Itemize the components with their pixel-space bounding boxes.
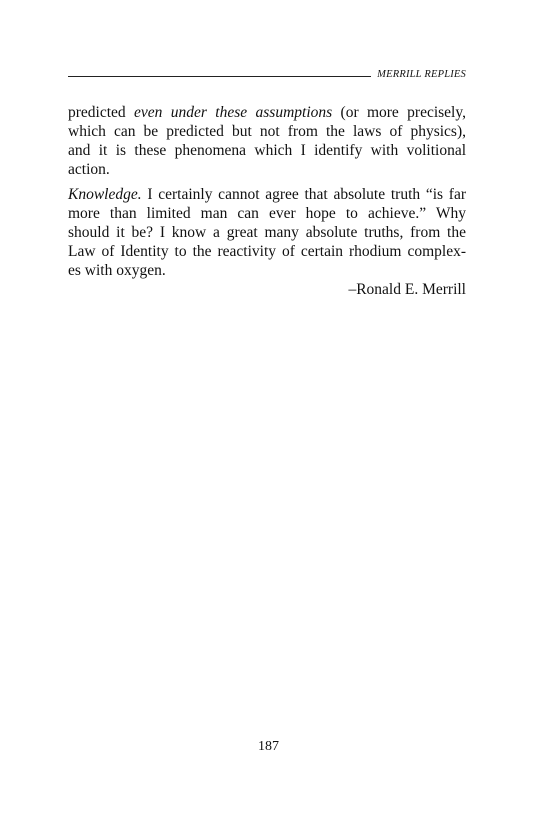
author-signature: –Ronald E. Merrill (348, 281, 466, 298)
section-label: Knowledge. (68, 186, 142, 203)
paragraph-knowledge (68, 185, 466, 299)
text-line: more than limited man can ever hope to achieve.” Why (68, 205, 466, 222)
running-head (68, 64, 466, 80)
text-line: action. (68, 161, 110, 178)
emphasis: even under these assumptions (134, 104, 333, 121)
text-line: and it is these phenomena which I identify with volitional (68, 142, 466, 159)
text-line: should it be? I know a great many absolute truths, from the (68, 224, 466, 241)
text-line: which can be predicted but not from the laws of physics), (68, 123, 466, 140)
text-line: Law of Identity to the reactivity of certain rhodium complex- (68, 243, 466, 260)
page-number: 187 (258, 739, 279, 754)
running-head-title: MERRILL REPLIES (377, 68, 466, 80)
text-line: predicted even under these assumptions (or more precisely, (68, 104, 466, 121)
header-rule (68, 76, 371, 77)
body-text (68, 103, 466, 299)
text-line: es with oxygen. (68, 262, 166, 279)
paragraph-volitional-action (68, 103, 466, 179)
text-line: Knowledge. I certainly cannot agree that absolute truth “is far (68, 186, 466, 203)
